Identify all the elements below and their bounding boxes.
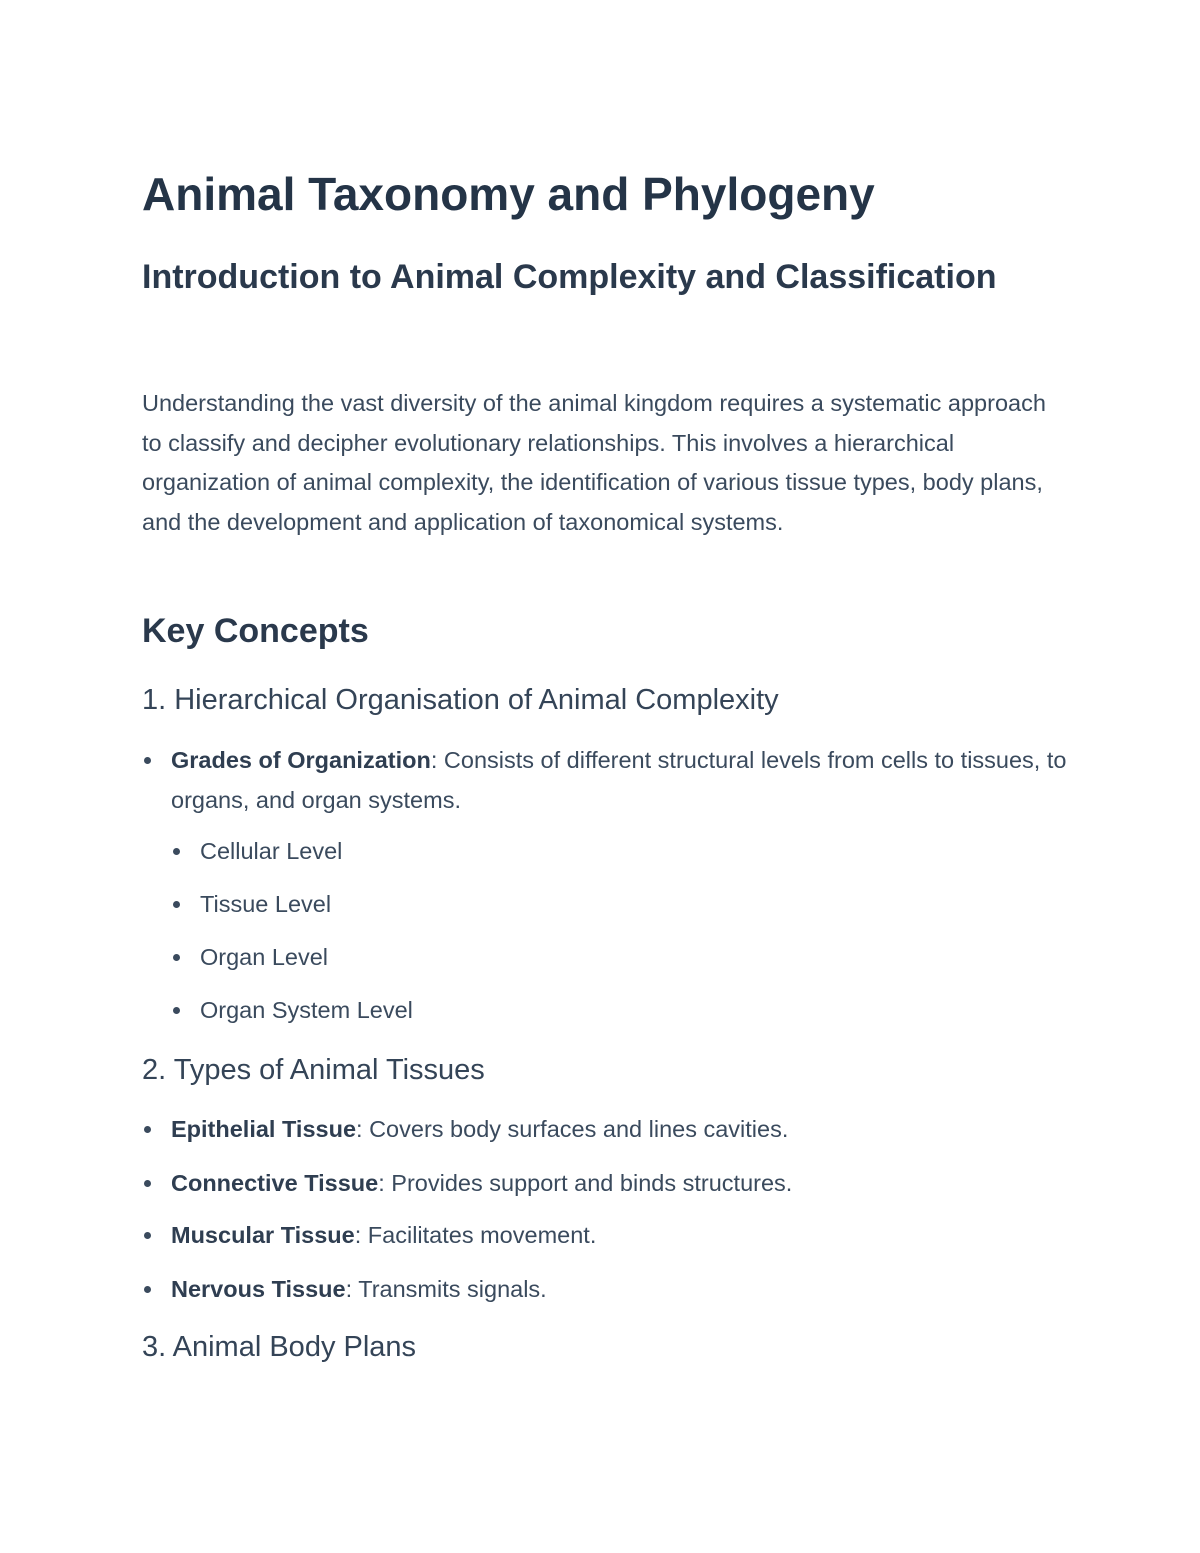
term-description: : Covers body surfaces and lines cavities. [356, 1116, 789, 1142]
bullet-icon [144, 1126, 151, 1133]
list-item-text [171, 1269, 1072, 1309]
intro-paragraph: Understanding the vast diversity of the animal kingdom requires a systematic approach to classify and decipher evolutionary relationships. This involves a hierarchical organization of animal complexity, the identification of various tissue types, body plans, and the development and application of taxonomical systems. [142, 390, 1046, 535]
sub-list-item [171, 831, 1051, 871]
list-item-muscular-tissue [142, 1215, 1072, 1255]
list-item-text [171, 1109, 1072, 1149]
term-label: Connective Tissue [171, 1170, 379, 1196]
bullet-icon [173, 901, 180, 908]
section-1-heading: 1. Hierarchical Organisation of Animal Complexity [142, 684, 779, 716]
term-label: Nervous Tissue [171, 1276, 346, 1302]
sub-list-item [171, 990, 1051, 1030]
list-item-text [171, 1215, 1072, 1255]
list-item-nervous-tissue [142, 1269, 1072, 1309]
term-label: Muscular Tissue [171, 1222, 355, 1248]
bullet-icon [144, 1286, 151, 1293]
term-description: : Transmits signals. [345, 1276, 547, 1302]
document-title: Animal Taxonomy and Phylogeny [142, 168, 875, 220]
bullet-icon [144, 1180, 151, 1187]
intro-heading: Introduction to Animal Complexity and Classification [142, 258, 997, 296]
section-3-heading: 3. Animal Body Plans [142, 1331, 417, 1363]
bullet-icon [144, 1232, 151, 1239]
bullet-icon [173, 1007, 180, 1014]
sub-list-item [171, 937, 1051, 977]
list-item-grades-of-organization [142, 740, 1072, 820]
term-description: : Provides support and binds structures. [378, 1170, 793, 1196]
sub-list-item-text: Cellular Level [200, 838, 343, 864]
section-2-heading: 2. Types of Animal Tissues [142, 1054, 485, 1086]
sub-list-item [171, 884, 1051, 924]
list-item-connective-tissue [142, 1163, 1072, 1203]
sub-list-item-text: Organ System Level [200, 997, 413, 1023]
term-label: Grades of Organization [171, 747, 431, 773]
list-item-text [171, 740, 1072, 820]
list-item-epithelial-tissue [142, 1109, 1072, 1149]
term-description: : Facilitates movement. [354, 1222, 597, 1248]
list-item-text [171, 1163, 1072, 1203]
term-description: : Consists of different structural levels from cells to tissues, to organs, and organ systems. [171, 747, 1067, 813]
sub-list-item-text: Tissue Level [200, 891, 332, 917]
term-label: Epithelial Tissue [171, 1116, 357, 1142]
bullet-icon [144, 757, 151, 764]
bullet-icon [173, 954, 180, 961]
key-concepts-heading: Key Concepts [142, 612, 369, 650]
bullet-icon [173, 848, 180, 855]
sub-list-item-text: Organ Level [200, 944, 329, 970]
